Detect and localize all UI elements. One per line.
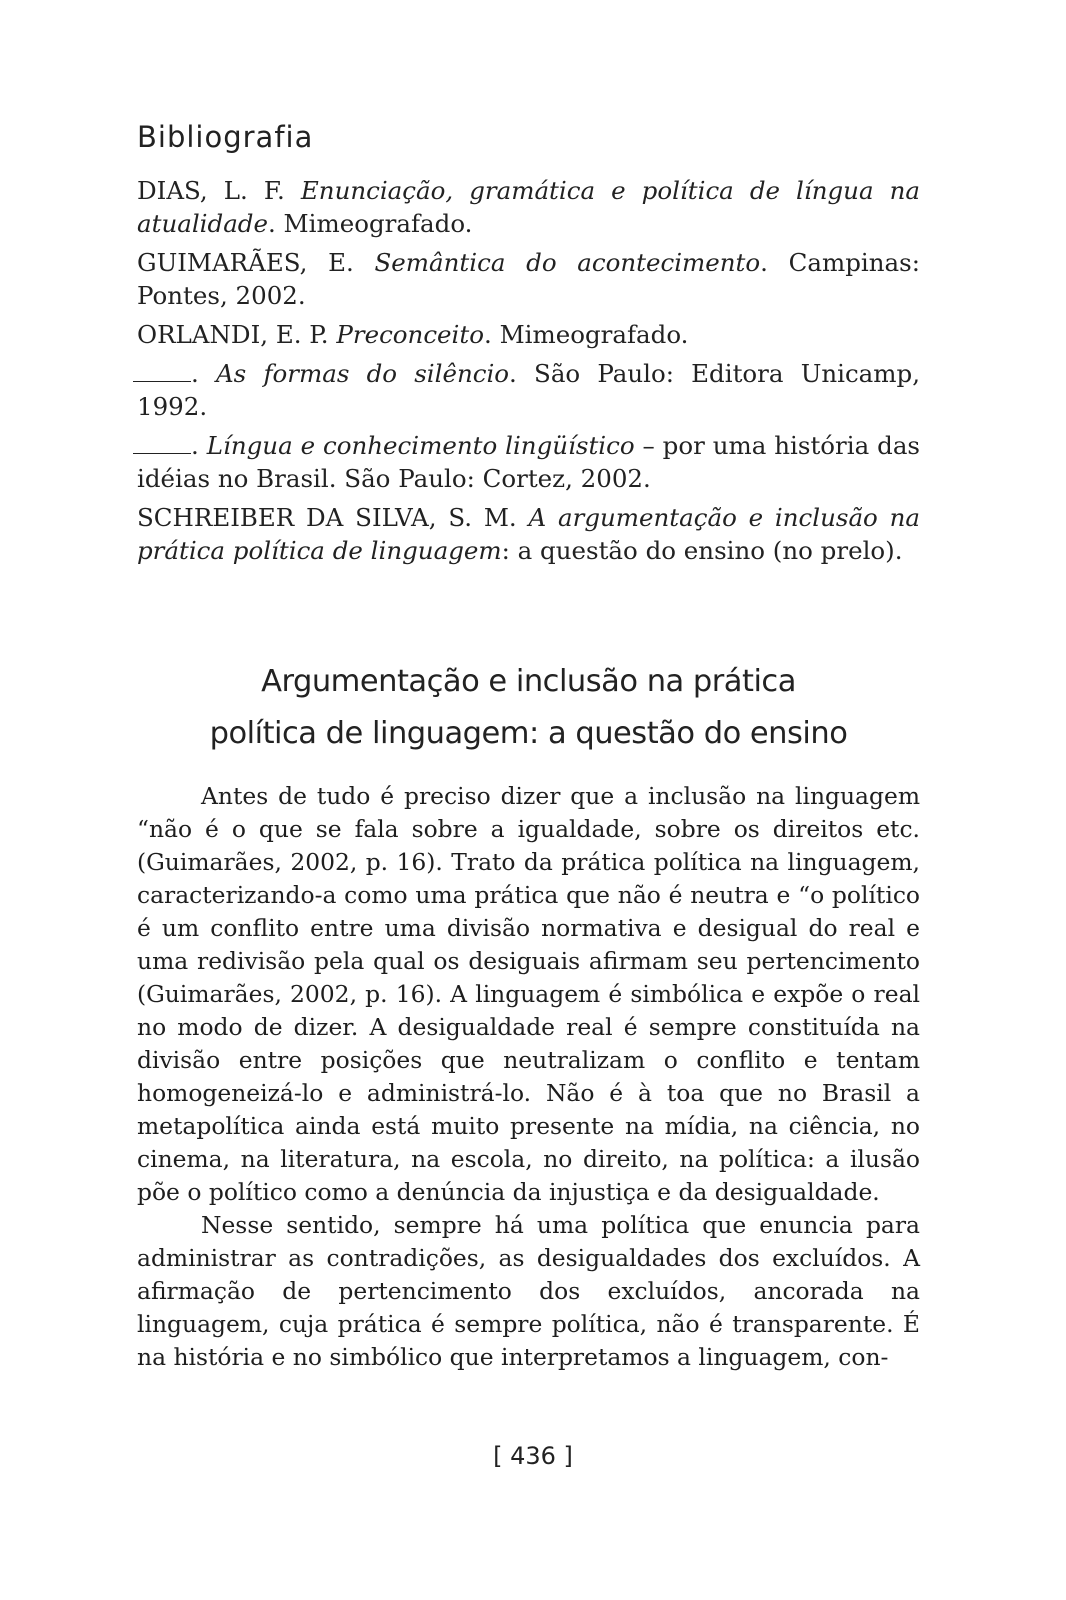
chapter-title-line: política de linguagem: a questão do ensino	[209, 716, 848, 751]
bibliography-entry: ORLANDI, E. P. Preconceito. Mimeografado.	[137, 320, 689, 349]
bibliography-list	[137, 174, 920, 573]
chapter-title	[137, 656, 920, 760]
body-paragraph: Antes de tudo é preciso dizer que a inclusão na linguagem “não é o que se fala sobre a igualdade, sobre os direitos etc. (Guimarães, 2002, p. 16). Trato da prática política na linguagem, caracterizando-a como uma prática que não é neutra e “o político é um conflito entre uma divisão normativa e desigual do real e uma redivisão pela qual os desiguais afirmam seu pertencimento (Guimarães, 2002, p. 16). A linguagem é simbólica e expõe o real no modo de dizer. A desigualdade real é sempre constituída na divisão entre posições que neutralizam o conflito e tentam homogeneizá-lo e administrá-lo. Não é à toa que no Brasil a metapolítica ainda está muito presente na mídia, na ciência, no cinema, na literatura, na escola, no direito, na política: a ilusão põe o político como a denúncia da injustiça e da desigualdade.	[137, 782, 920, 1206]
chapter-title-line: Argumentação e inclusão na prática	[261, 664, 796, 699]
bibliography-entry: GUIMARÃES, E. Semântica do acontecimento. Campinas: Pontes, 2002.	[137, 248, 920, 310]
repeated-author-line	[133, 361, 191, 382]
chapter-body	[137, 780, 920, 1374]
bibliography-entry: . Língua e conhecimento lingüístico – por uma história das idéias no Brasil. São Paulo: Cortez, 2002.	[137, 429, 920, 495]
bibliography-entry: DIAS, L. F. Enunciação, gramática e política de língua na atualidade. Mimeografado.	[137, 176, 921, 238]
body-paragraph: Nesse sentido, sempre há uma política que enuncia para administrar as contradições, as desigualdades dos excluídos. A afirmação de pertencimento dos excluídos, ancorada na linguagem, cuja prática é sempre política, não é transparente. É na história e no simbólico que interpretamos a linguagem, con-	[137, 1211, 920, 1371]
bibliography-entry: SCHREIBER DA SILVA, S. M. A argumentação e inclusão na prática política de linguagem: a questão do ensino (no prelo).	[137, 503, 920, 565]
bibliography-heading: Bibliografia	[137, 120, 314, 154]
bibliography-entry: . As formas do silêncio. São Paulo: Editora Unicamp, 1992.	[137, 357, 920, 423]
repeated-author-line	[133, 433, 191, 454]
page-number: [ 436 ]	[493, 1442, 573, 1470]
